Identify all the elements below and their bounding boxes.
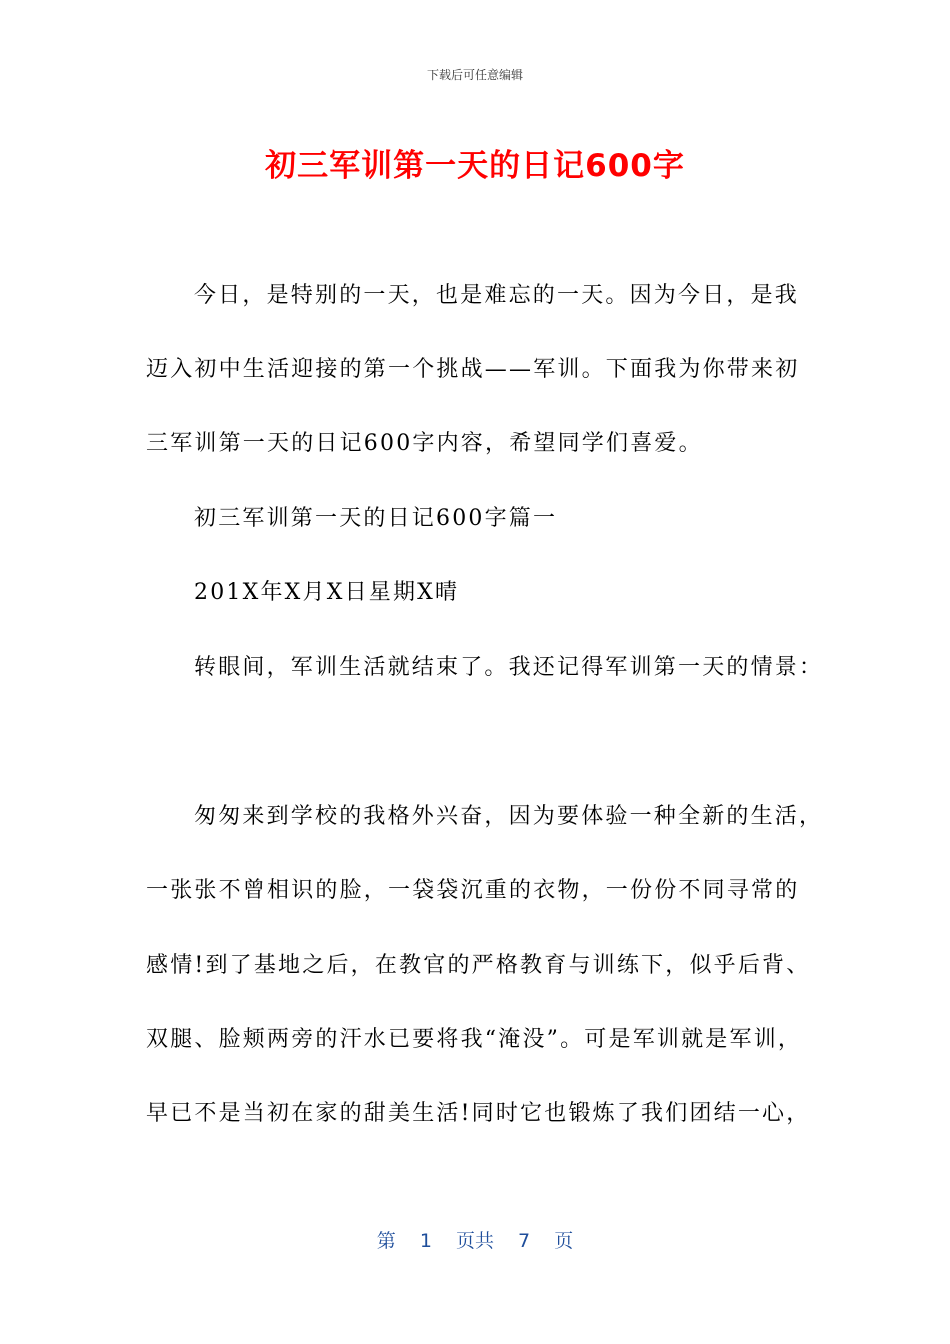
footer-middle: 页共 xyxy=(455,1230,494,1252)
footer-total-pages: 7 xyxy=(518,1230,531,1252)
paragraph-line: 双腿、脸颊两旁的汗水已要将我“淹没”。可是军训就是军训， xyxy=(146,1027,803,1052)
paragraph-line: 感情!到了基地之后，在教官的严格教育与训练下，似乎后背、 xyxy=(146,953,811,978)
footer-prefix: 第 xyxy=(376,1230,396,1252)
footer-suffix: 页 xyxy=(554,1230,574,1252)
footer-page-number: 1 xyxy=(419,1230,432,1252)
paragraph-line: 今日，是特别的一天，也是难忘的一天。因为今日，是我 xyxy=(194,283,800,308)
header-note: 下载后可任意编辑 xyxy=(426,68,523,82)
paragraph-line: 初三军训第一天的日记600字篇一 xyxy=(194,506,558,531)
document-title: 初三军训第一天的日记600字 xyxy=(265,148,685,184)
paragraph-line: 转眼间，军训生活就结束了。我还记得军训第一天的情景： xyxy=(194,655,824,680)
paragraph-line: 201X年X月X日星期X晴 xyxy=(194,580,460,605)
paragraph-line: 早已不是当初在家的甜美生活!同时它也锻炼了我们团结一心， xyxy=(146,1101,811,1126)
paragraph-line: 一张张不曾相识的脸，一袋袋沉重的衣物，一份份不同寻常的 xyxy=(146,878,800,903)
paragraph-line: 匆匆来到学校的我格外兴奋，因为要体验一种全新的生活， xyxy=(194,804,824,829)
paragraph-line: 迈入初中生活迎接的第一个挑战——军训。下面我为你带来初 xyxy=(146,357,800,382)
paragraph-line: 三军训第一天的日记600字内容，希望同学们喜爱。 xyxy=(146,431,703,456)
page-footer xyxy=(0,1226,950,1253)
